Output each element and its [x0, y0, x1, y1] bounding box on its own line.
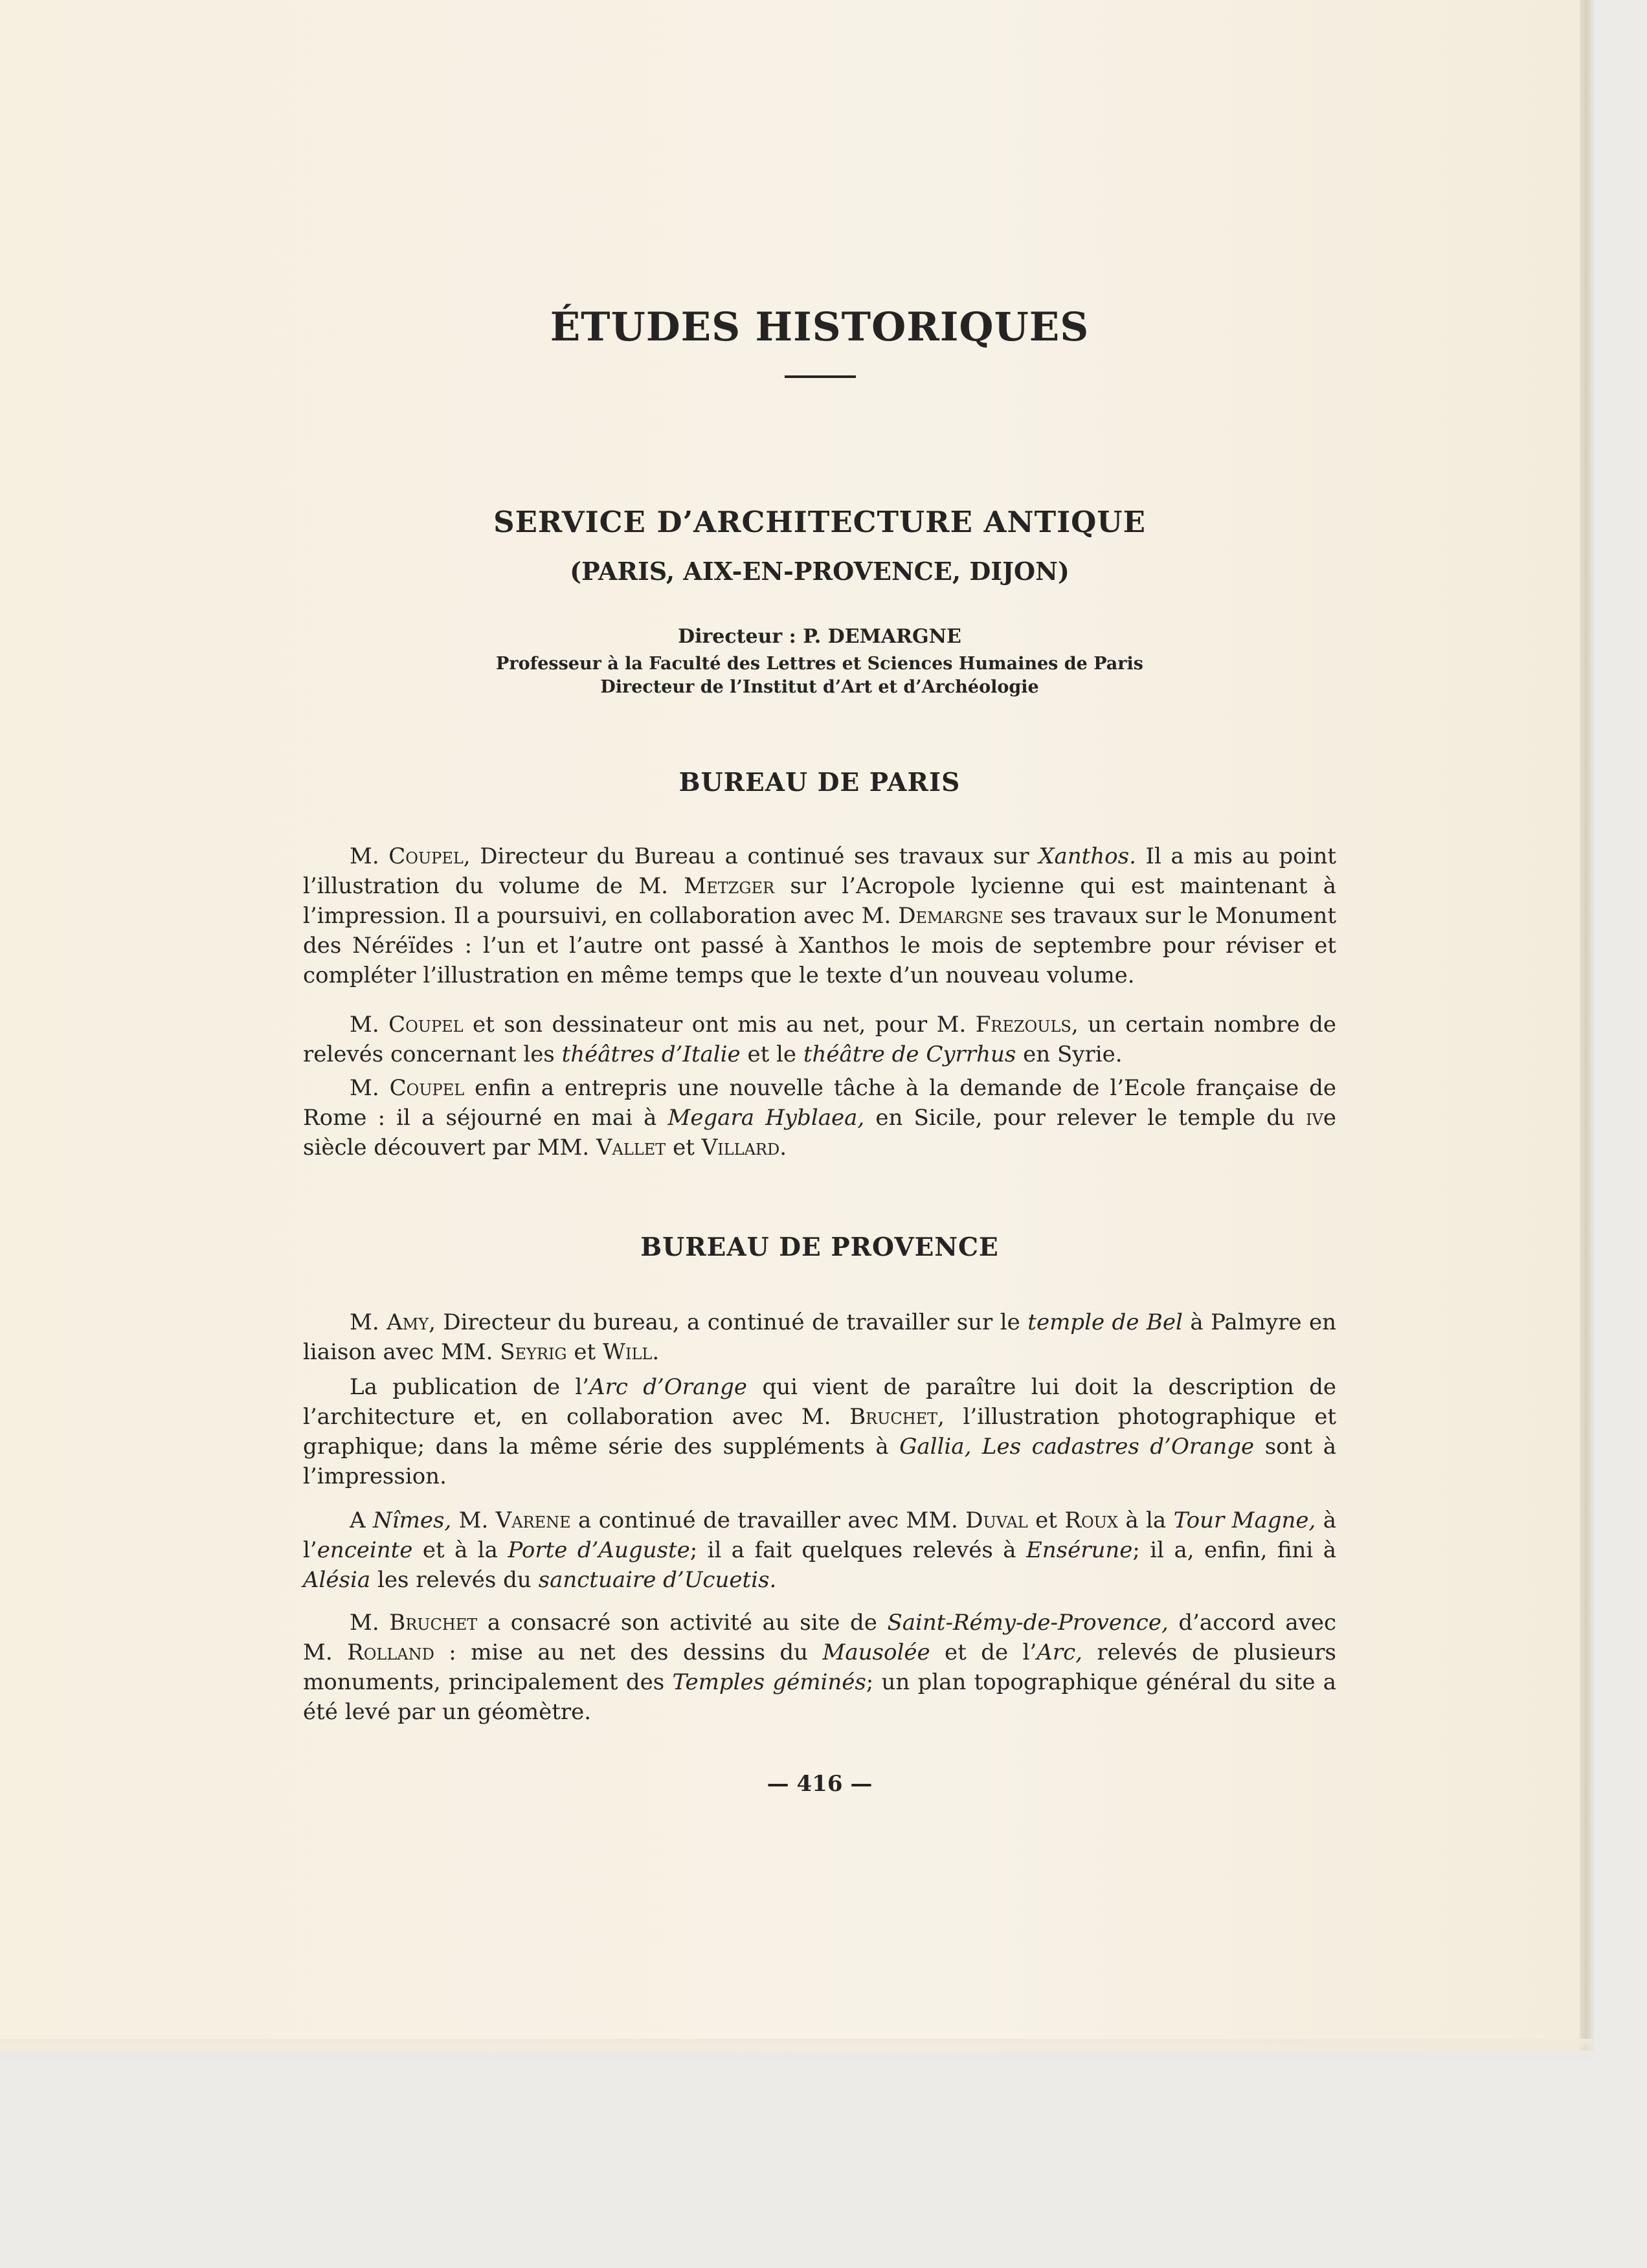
director-name: P. DEMARGNE: [803, 625, 961, 648]
italic-term: Alésia: [303, 1567, 371, 1593]
name-smallcaps: Vallet: [596, 1135, 666, 1161]
name-smallcaps: Varene: [495, 1507, 571, 1533]
italic-term: Saint-Rémy-de-Provence,: [887, 1610, 1169, 1636]
page-title: ÉTUDES HISTORIQUES: [550, 304, 1090, 350]
text-run: les relevés du: [370, 1567, 539, 1593]
director-line: [303, 625, 1336, 648]
name-smallcaps: Roux: [1064, 1507, 1118, 1533]
italic-term: théâtres d’Italie: [561, 1041, 741, 1067]
paragraph: [303, 1506, 1336, 1595]
text-run: , un certain nombre de relevés concernant les: [303, 1012, 1336, 1067]
name-smallcaps: Seyrig: [500, 1339, 567, 1365]
italic-term: enceinte: [317, 1537, 413, 1563]
name-smallcaps: Duval: [965, 1507, 1028, 1533]
text-run: a consacré son activité au site de: [477, 1610, 888, 1636]
text-run: en Syrie.: [1016, 1041, 1123, 1067]
text-run: à la: [1117, 1507, 1174, 1533]
name-smallcaps: Will: [603, 1339, 653, 1365]
text-run: sont à l’impression.: [303, 1434, 1336, 1489]
service-title: SERVICE D’ARCHITECTURE ANTIQUE: [493, 505, 1146, 539]
text-run: et à la: [412, 1537, 508, 1563]
text-run: .: [779, 1135, 787, 1161]
text-run: et son dessinateur ont mis au net, pour M.: [463, 1012, 976, 1038]
name-smallcaps: Coupel: [388, 1012, 464, 1038]
name-smallcaps: Bruchet: [849, 1404, 938, 1430]
italic-term: Temples géminés: [672, 1669, 866, 1695]
name-smallcaps: Metzger: [684, 873, 775, 899]
text-run: relevés de plusieurs monuments, principalement des: [303, 1640, 1336, 1695]
text-run: et: [1027, 1507, 1065, 1533]
italic-term: Gallia, Les cadastres d’Orange: [899, 1434, 1255, 1460]
text-run: La publication de l’: [350, 1374, 590, 1400]
italic-term: Mausolée: [822, 1640, 930, 1665]
text-run: M.: [350, 1610, 390, 1636]
italic-term: théâtre de Cyrrhus: [803, 1041, 1016, 1067]
text-run: , Directeur du Bureau a continué ses travaux sur: [463, 843, 1039, 869]
text-run: e siècle découvert par MM.: [303, 1105, 1336, 1161]
italic-term: Arc,: [1036, 1640, 1082, 1665]
paragraph: [303, 1372, 1336, 1491]
italic-term: temple de Bel: [1027, 1309, 1183, 1335]
text-run: et le: [740, 1041, 803, 1067]
text-run: qui vient de paraître lui doit la description de l’architecture et, en collaboration avec M.: [303, 1374, 1336, 1430]
italic-term: Nîmes,: [372, 1507, 452, 1533]
text-run: ; il a fait quelques relevés à: [689, 1537, 1026, 1563]
name-smallcaps: Coupel: [389, 1075, 465, 1101]
director-role-2: Directeur de l’Institut d’Art et d’Archéologie: [600, 677, 1039, 697]
paragraph: [303, 1307, 1336, 1367]
paragraph: [303, 1073, 1336, 1162]
service-subtitle: (PARIS, AIX-EN-PROVENCE, DIJON): [570, 557, 1070, 586]
name-smallcaps: Amy: [387, 1309, 429, 1335]
italic-term: Tour Magne,: [1173, 1507, 1316, 1533]
text-run: M.: [350, 1012, 389, 1038]
text-run: ses travaux sur le Monument des Néréïdes : l’un et l’autre ont passé à Xanthos le mois de septembre pour réviser et compléter l’illustration en même temps que le texte d’un nouveau volume.: [303, 903, 1336, 988]
text-run: a continué de travailler avec MM.: [570, 1507, 966, 1533]
name-smallcaps: Rolland: [347, 1640, 434, 1665]
text-run: .: [652, 1339, 660, 1365]
text-run: et: [666, 1135, 702, 1161]
director-prefix: Directeur :: [678, 625, 803, 648]
text-run: A: [350, 1507, 373, 1533]
name-smallcaps: Villard: [701, 1135, 780, 1161]
paragraph: [303, 1010, 1336, 1069]
title-rule: [785, 375, 856, 378]
text-run: à l’: [303, 1507, 1337, 1563]
text-run: ; un plan topographique général du site a été levé par un géomètre.: [303, 1669, 1336, 1725]
text-run: M.: [350, 1309, 387, 1335]
text-run: , l’illustration photographique et graphique; dans la même série des suppléments à: [303, 1404, 1336, 1460]
page-edge: [1580, 0, 1594, 2051]
text-run: Il a mis au point l’illustration du volume de M.: [303, 843, 1337, 899]
text-run: sur l’Acropole lycienne qui est maintenant à l’impression. Il a poursuivi, en collaboration avec M.: [303, 873, 1336, 929]
section-heading-paris: BUREAU DE PARIS: [678, 768, 961, 797]
text-run: M.: [350, 843, 389, 869]
text-run: , Directeur du bureau, a continué de travailler sur le: [429, 1309, 1028, 1335]
italic-term: Porte d’Auguste: [508, 1537, 690, 1563]
text-run: : mise au net des dessins du: [434, 1640, 823, 1665]
italic-term: Xanthos.: [1038, 843, 1136, 869]
paragraph: [303, 1608, 1336, 1727]
paragraph: [303, 841, 1336, 990]
section-heading-provence: BUREAU DE PROVENCE: [640, 1232, 999, 1262]
text-run: M.: [451, 1507, 496, 1533]
text-run: M.: [350, 1075, 390, 1101]
text-run: à Palmyre en liaison avec MM.: [303, 1309, 1337, 1365]
page-bottom-shadow: [0, 2039, 1594, 2058]
name-smallcaps: iv: [1306, 1105, 1323, 1131]
italic-term: Arc d’Orange: [589, 1374, 748, 1400]
text-run: et: [566, 1339, 603, 1365]
page-number: — 416 —: [767, 1771, 873, 1797]
text-run: et de l’: [930, 1640, 1037, 1665]
name-smallcaps: Bruchet: [389, 1610, 478, 1636]
name-smallcaps: Frezouls: [975, 1012, 1071, 1038]
text-run: ; il a, enfin, fini à: [1132, 1537, 1336, 1563]
italic-term: sanctuaire d’Ucuetis.: [538, 1567, 777, 1593]
text-run: en Sicile, pour relever le temple du: [864, 1105, 1306, 1131]
italic-term: Ensérune: [1025, 1537, 1133, 1563]
name-smallcaps: Coupel: [388, 843, 464, 869]
text-run: d’accord avec M.: [303, 1610, 1336, 1665]
italic-term: Megara Hyblaea,: [667, 1105, 865, 1131]
name-smallcaps: Demargne: [898, 903, 1003, 929]
text-run: enfin a entrepris une nouvelle tâche à la demande de l’Ecole française de Rome : il a séjourné en mai à: [303, 1075, 1336, 1131]
director-role-1: Professeur à la Faculté des Lettres et Sciences Humaines de Paris: [496, 654, 1143, 674]
